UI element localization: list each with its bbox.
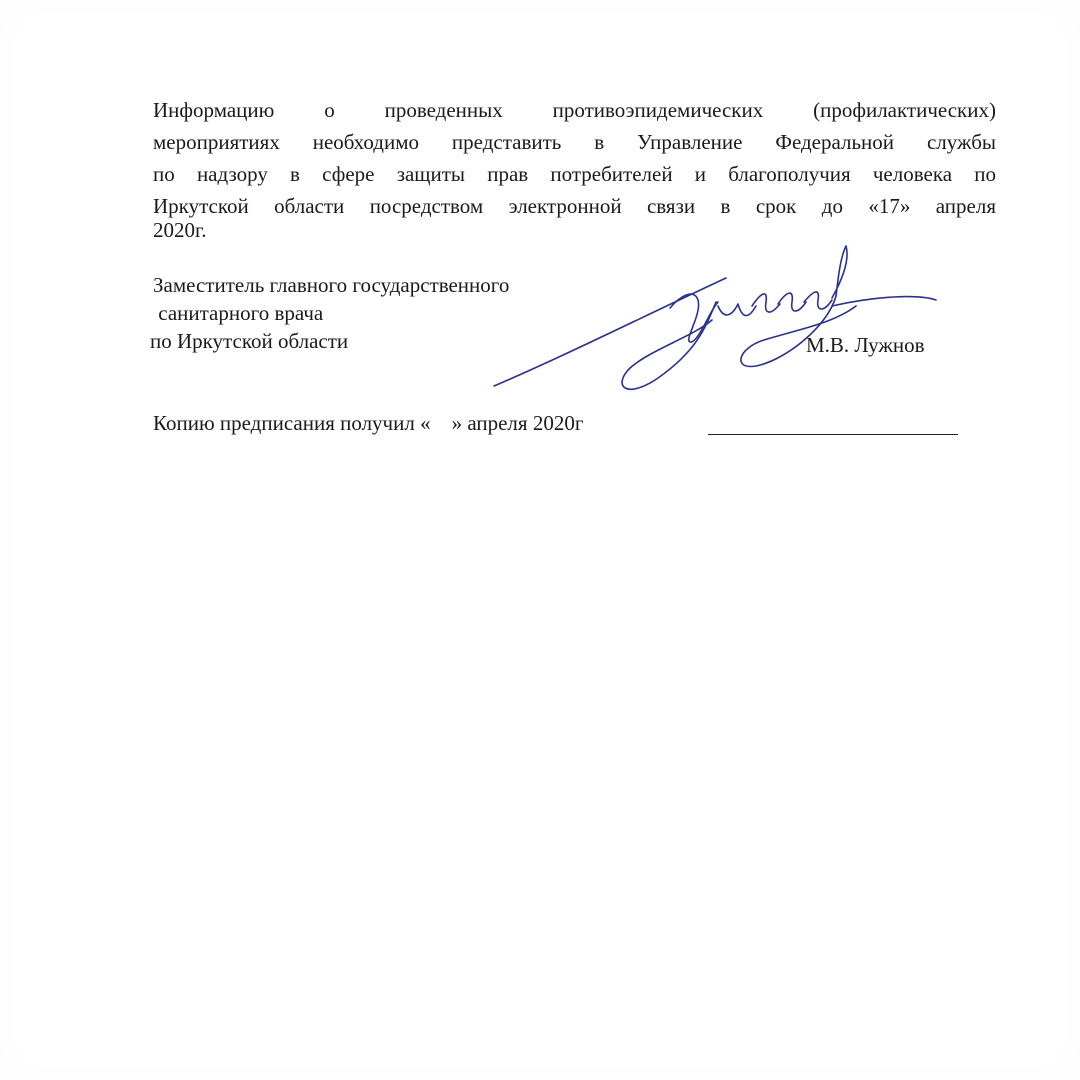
signatory-title-line-2: санитарного врача xyxy=(153,301,324,325)
receipt-text: Копию предписания получил « » апреля 2020г xyxy=(153,411,584,435)
signatory-title-line-3: по Иркутской области xyxy=(150,329,349,353)
paragraph-line-5: 2020г. xyxy=(153,218,207,242)
paragraph-line-3: по надзору в сфере защиты прав потребителей и благополучия человека по xyxy=(153,162,996,186)
receipt-signature-line xyxy=(708,434,958,435)
paragraph-line-1: Информацию о проведенных противоэпидемических (профилактических) xyxy=(153,98,996,122)
paragraph-line-2: мероприятиях необходимо представить в Управление Федеральной службы xyxy=(153,130,996,154)
paragraph-line-4: Иркутской области посредством электронной связи в срок до «17» апреля xyxy=(153,194,996,218)
signatory-name: М.В. Лужнов xyxy=(806,333,925,357)
signatory-title-line-1: Заместитель главного государственного xyxy=(153,273,510,297)
handwritten-signature xyxy=(480,240,950,400)
